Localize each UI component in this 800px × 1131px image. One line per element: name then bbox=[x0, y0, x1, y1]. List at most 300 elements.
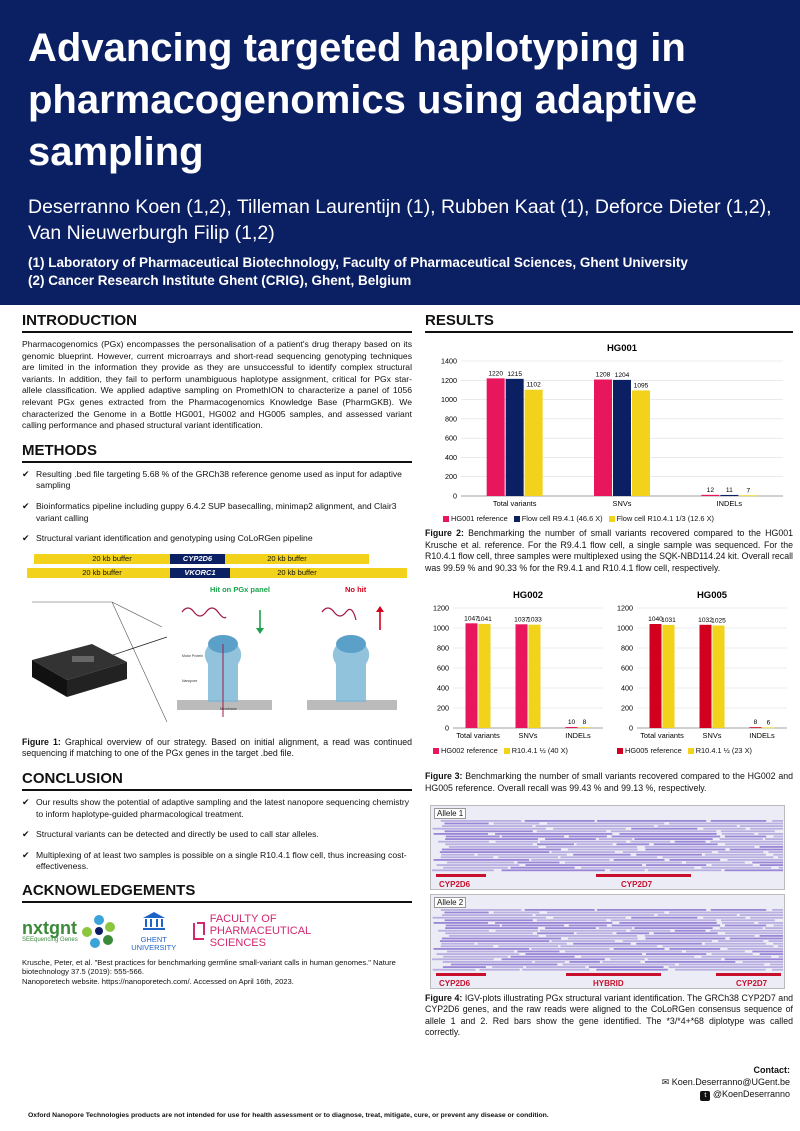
list-item bbox=[22, 501, 412, 524]
read bbox=[478, 942, 567, 944]
read bbox=[480, 968, 520, 970]
read bbox=[576, 932, 612, 934]
y-tick-label: 400 bbox=[445, 452, 457, 462]
read bbox=[560, 856, 657, 858]
read bbox=[531, 948, 609, 950]
read bbox=[449, 846, 539, 848]
y-tick-label: 1000 bbox=[441, 395, 457, 405]
read bbox=[440, 851, 549, 853]
read bbox=[535, 914, 654, 916]
hg005-chart-wrap bbox=[609, 586, 793, 755]
faculty-text: FACULTY OF PHARMACEUTICAL SCIENCES bbox=[209, 913, 311, 950]
read bbox=[433, 827, 546, 829]
list-item-text: Resulting .bed file targeting 5.68 % of the GRCh38 reference genome used as input for adaptive sampling bbox=[36, 468, 402, 491]
read bbox=[438, 840, 489, 842]
bar bbox=[763, 728, 775, 729]
fig3-charts bbox=[425, 586, 793, 755]
read bbox=[645, 846, 755, 848]
read bbox=[496, 929, 538, 931]
connector-line bbox=[112, 602, 162, 627]
check-icon: ✔ bbox=[22, 796, 30, 807]
read bbox=[768, 851, 783, 853]
y-tick-label: 800 bbox=[621, 643, 633, 653]
read bbox=[750, 916, 783, 918]
bar bbox=[579, 728, 591, 729]
legend-label: R10.4.1 ½ (23 X) bbox=[695, 746, 752, 756]
buffer-label: 20 kb buffer bbox=[277, 567, 317, 577]
list-item bbox=[22, 469, 412, 492]
read bbox=[743, 961, 783, 963]
conclusion-list bbox=[22, 797, 412, 873]
read bbox=[546, 935, 637, 937]
legend-item bbox=[443, 514, 508, 523]
list-item-text: Structural variant identification and genotyping using CoLoRGen pipeline bbox=[36, 533, 313, 544]
read bbox=[614, 859, 665, 861]
hg005-bar-chart bbox=[609, 586, 793, 746]
data-label: 1220 bbox=[488, 370, 504, 378]
list-item bbox=[22, 850, 412, 873]
read bbox=[720, 927, 763, 929]
read bbox=[568, 937, 638, 939]
read bbox=[540, 840, 626, 842]
read bbox=[447, 950, 514, 952]
read bbox=[740, 825, 783, 827]
read bbox=[765, 927, 783, 929]
read bbox=[492, 966, 523, 968]
gene-label: CYP2D6 bbox=[439, 978, 471, 988]
contact-label: Contact: bbox=[753, 1065, 790, 1075]
bar bbox=[713, 626, 725, 729]
read bbox=[441, 942, 474, 944]
bar bbox=[650, 624, 662, 728]
read bbox=[710, 929, 783, 931]
bar bbox=[613, 380, 631, 496]
y-tick-label: 600 bbox=[445, 433, 457, 443]
read bbox=[569, 835, 607, 837]
data-label: 1033 bbox=[527, 617, 542, 625]
legend-item bbox=[609, 514, 714, 523]
list-item-text: Multiplexing of at least two samples is possible on a single R10.4.1 flow cell, thus increasing cost-effectiveness. bbox=[36, 849, 407, 872]
read bbox=[443, 955, 508, 957]
read bbox=[630, 840, 670, 842]
read bbox=[552, 851, 615, 853]
read bbox=[703, 827, 745, 829]
read bbox=[611, 830, 716, 832]
read bbox=[669, 948, 720, 950]
read bbox=[675, 840, 706, 842]
bar bbox=[701, 495, 719, 496]
figure-1-caption bbox=[22, 737, 412, 760]
data-label: 1032 bbox=[698, 617, 713, 625]
read bbox=[502, 958, 605, 960]
contact-email[interactable] bbox=[662, 1076, 790, 1088]
read bbox=[721, 830, 775, 832]
read bbox=[711, 820, 767, 822]
legend-item bbox=[433, 746, 498, 755]
read bbox=[710, 840, 783, 842]
read bbox=[443, 966, 486, 968]
read bbox=[547, 822, 664, 824]
figure-2-text: Benchmarking the number of small variants recovered compared to the HG001 Krusche et al. reference. For the R9.4.1 flow cell, a single sample was sequenced. For the R10.4.1 flow cell, three samples were multiplexed using the SQK-NBD114.24 kit. Overall recall was 99.59 % and 90.33 % for the R9.4.1 and R10.4.1 flow cell, respectively. bbox=[425, 528, 793, 573]
read bbox=[619, 922, 716, 924]
read bbox=[446, 924, 500, 926]
hg001-bar-chart bbox=[425, 339, 793, 514]
read bbox=[614, 948, 665, 950]
author-list: Deserranno Koen (1,2), Tilleman Laurentijn (1), Rubben Kaat (1), Deforce Dieter (1,2), Van Nieuwerburgh Filip (1,2) bbox=[28, 196, 772, 244]
nxtgnt-logo-text: nxtgnt bbox=[22, 918, 77, 939]
read bbox=[445, 830, 533, 832]
bar bbox=[720, 495, 738, 496]
read bbox=[752, 950, 783, 952]
read bbox=[569, 924, 607, 926]
y-tick-label: 400 bbox=[437, 683, 449, 693]
read bbox=[760, 846, 783, 848]
chart-title: HG001 bbox=[606, 343, 638, 354]
hit-label: Hit on PGx panel bbox=[210, 584, 271, 594]
affiliation-2: (2) Cancer Research Institute Ghent (CRIG), Ghent, Belgium bbox=[28, 273, 412, 288]
nanopore-illustration bbox=[22, 582, 412, 732]
igv-reads-1 bbox=[431, 806, 785, 890]
read bbox=[446, 835, 500, 837]
affiliation-1: (1) Laboratory of Pharmaceutical Biotechnology, Faculty of Pharmaceutical Sciences, Ghent University bbox=[28, 255, 688, 270]
read bbox=[525, 953, 642, 955]
gene-bar bbox=[566, 973, 661, 976]
read bbox=[437, 953, 520, 955]
buffer-label: 20 kb buffer bbox=[92, 553, 132, 563]
read bbox=[502, 924, 564, 926]
bar bbox=[739, 495, 757, 496]
intro-text: Pharmacogenomics (PGx) encompasses the personalisation of a patient's drug therapy based on its genomic blueprint. However, current microarrays and short-read sequencing genotyping techniques are limited in the information they provide as they are unsuccessful to identify complex structural variants. In addition, they fail to perform unambiguous haplotype assignment, critical for PGx star-allele classification. We applied adaptive sampling on PromethION to characterize a panel of 1056 relevant PGx genes extracted from the Pharmacogenomics Knowledge Base (PharmGKB). We characterized the Genome in a Bottle HG001, HG002 and HG005 samples, and assessed variant calling performance and phased structural variant identification. bbox=[22, 339, 412, 431]
read bbox=[778, 856, 783, 858]
read bbox=[725, 958, 783, 960]
list-item-text: Structural variants can be detected and directly be used to call star alleles. bbox=[36, 829, 319, 840]
read bbox=[658, 825, 737, 827]
nxtgnt-logo bbox=[22, 914, 116, 948]
read bbox=[772, 909, 783, 911]
read bbox=[611, 919, 716, 921]
bar bbox=[700, 625, 712, 728]
bar bbox=[506, 379, 524, 496]
read bbox=[602, 961, 640, 963]
read bbox=[758, 922, 783, 924]
read bbox=[648, 869, 721, 871]
list-item bbox=[22, 533, 412, 545]
contact-twitter[interactable] bbox=[662, 1088, 790, 1101]
read bbox=[495, 922, 612, 924]
read bbox=[437, 864, 520, 866]
read bbox=[654, 843, 718, 845]
read bbox=[545, 838, 596, 840]
mail-icon: ✉ bbox=[661, 1077, 670, 1087]
y-tick-label: 1400 bbox=[441, 356, 457, 366]
legend-swatch bbox=[514, 516, 520, 522]
legend-label: Flow cell R9.4.1 (46.6 X) bbox=[521, 514, 603, 523]
read bbox=[563, 963, 675, 965]
read bbox=[610, 869, 645, 871]
read bbox=[725, 924, 766, 926]
read bbox=[444, 822, 488, 824]
read bbox=[645, 937, 725, 939]
hg002-chart-wrap bbox=[425, 586, 609, 755]
read bbox=[525, 864, 642, 866]
figure-2-caption bbox=[425, 528, 793, 574]
x-tick-label: Total variants bbox=[456, 731, 500, 741]
read bbox=[433, 916, 546, 918]
read bbox=[445, 838, 538, 840]
read bbox=[773, 942, 783, 944]
read bbox=[478, 853, 567, 855]
read bbox=[445, 843, 533, 845]
read bbox=[442, 914, 532, 916]
read bbox=[722, 833, 754, 835]
membrane-label: Membrane bbox=[220, 706, 237, 711]
legend-label: HG001 reference bbox=[451, 514, 508, 523]
read bbox=[535, 825, 654, 827]
read bbox=[537, 932, 574, 934]
read bbox=[774, 924, 783, 926]
figure-2-label: Figure 2: bbox=[425, 528, 464, 538]
data-label: 8 bbox=[753, 719, 758, 727]
read bbox=[494, 911, 540, 913]
read bbox=[597, 909, 706, 911]
twitter-text[interactable]: @KoenDeserranno bbox=[712, 1089, 790, 1099]
gene-cyp2d6-box: CYP2D6 bbox=[170, 554, 225, 564]
faculty-emblem-icon bbox=[192, 921, 206, 941]
read bbox=[727, 859, 783, 861]
check-icon: ✔ bbox=[22, 849, 30, 860]
read bbox=[442, 937, 561, 939]
y-tick-label: 0 bbox=[629, 723, 633, 733]
read bbox=[773, 853, 783, 855]
read bbox=[725, 869, 783, 871]
read bbox=[702, 955, 772, 957]
y-tick-label: 0 bbox=[453, 491, 457, 501]
y-tick-label: 600 bbox=[621, 663, 633, 673]
read bbox=[752, 861, 783, 863]
gene-vkorc1-box: VKORC1 bbox=[170, 568, 230, 578]
right-column bbox=[425, 312, 793, 1039]
nxtgnt-logo-sub: SEEquencing Genes bbox=[22, 937, 78, 944]
read bbox=[712, 953, 753, 955]
read bbox=[432, 869, 494, 871]
read bbox=[616, 932, 649, 934]
read bbox=[496, 840, 538, 842]
read bbox=[589, 966, 664, 968]
read bbox=[432, 958, 494, 960]
x-tick-label: Total variants bbox=[492, 499, 537, 508]
read bbox=[616, 843, 649, 845]
read bbox=[495, 833, 612, 835]
read bbox=[449, 935, 539, 937]
hg002-bar-chart bbox=[425, 586, 609, 746]
read bbox=[648, 958, 721, 960]
y-tick-label: 0 bbox=[445, 723, 449, 733]
read bbox=[619, 833, 716, 835]
legend-swatch bbox=[443, 516, 449, 522]
read bbox=[722, 922, 754, 924]
read bbox=[438, 929, 489, 931]
figure-3-label: Figure 3: bbox=[425, 771, 463, 782]
bar bbox=[750, 728, 762, 729]
data-label: 1031 bbox=[661, 617, 676, 625]
disclaimer: Oxford Nanopore Technologies products are not intended for use for health assessment or to diagnose, treat, mitigate, cure, or prevent any disease or condition. bbox=[28, 1112, 549, 1119]
read bbox=[517, 950, 559, 952]
read bbox=[686, 861, 745, 863]
pore-hit-icon bbox=[177, 608, 272, 717]
read bbox=[522, 968, 589, 970]
x-tick-label: Total variants bbox=[640, 731, 684, 741]
figure-4-caption bbox=[425, 993, 793, 1039]
read bbox=[774, 835, 783, 837]
read bbox=[447, 861, 514, 863]
read bbox=[573, 942, 630, 944]
read bbox=[634, 838, 712, 840]
legend-item bbox=[688, 746, 752, 755]
data-label: 1037 bbox=[514, 616, 529, 624]
twitter-icon: t bbox=[700, 1091, 710, 1101]
legend-item bbox=[514, 514, 603, 523]
bar bbox=[529, 625, 541, 728]
chart-title: HG002 bbox=[512, 590, 544, 602]
x-tick-label: SNVs bbox=[518, 731, 538, 741]
results-heading: RESULTS bbox=[425, 312, 793, 333]
read bbox=[573, 853, 630, 855]
x-tick-label: SNVs bbox=[702, 731, 722, 741]
read bbox=[645, 961, 735, 963]
university-building-icon bbox=[142, 911, 166, 931]
read bbox=[730, 937, 783, 939]
ghent-university-logo bbox=[128, 911, 180, 952]
read bbox=[576, 843, 612, 845]
read bbox=[511, 866, 575, 868]
y-tick-label: 1200 bbox=[433, 603, 449, 613]
list-item-text: Bioinformatics pipeline including guppy 6.4.2 SUP basecalling, minimap2 alignment, and Clair3 variant calling bbox=[36, 500, 397, 523]
x-tick-label: INDELs bbox=[716, 499, 743, 508]
figure-1-label: Figure 1: bbox=[22, 736, 61, 747]
read bbox=[779, 955, 783, 957]
minion-device-icon bbox=[32, 644, 127, 697]
read bbox=[537, 843, 574, 845]
y-tick-label: 1000 bbox=[617, 623, 633, 633]
read bbox=[727, 948, 783, 950]
read bbox=[444, 911, 488, 913]
bar bbox=[594, 380, 612, 496]
gene-label: CYP2D7 bbox=[621, 879, 653, 889]
gene-label: HYBRID bbox=[593, 978, 624, 988]
intro-heading: INTRODUCTION bbox=[22, 312, 412, 333]
poster-header bbox=[0, 0, 800, 305]
legend-label: HG002 reference bbox=[441, 746, 498, 756]
bar bbox=[663, 625, 675, 728]
y-tick-label: 1000 bbox=[433, 623, 449, 633]
read bbox=[730, 848, 783, 850]
y-tick-label: 800 bbox=[445, 414, 457, 424]
legend-swatch bbox=[433, 748, 439, 754]
ghent-university-text: GHENT UNIVERSITY bbox=[131, 934, 177, 952]
check-icon: ✔ bbox=[22, 829, 30, 840]
data-label: 1095 bbox=[633, 382, 649, 390]
x-tick-label: INDELs bbox=[749, 731, 775, 741]
read bbox=[498, 945, 558, 947]
data-label: 7 bbox=[746, 487, 751, 495]
gene-label: CYP2D7 bbox=[736, 978, 768, 988]
gene-label: CYP2D6 bbox=[439, 879, 471, 889]
data-label: 11 bbox=[725, 486, 733, 494]
check-icon: ✔ bbox=[22, 533, 30, 544]
read bbox=[525, 820, 595, 822]
figure-1-text: Graphical overview of our strategy. Based on initial alignment, a read was continued sequencing if matching to one of the PGx genes in the target .bed file. bbox=[22, 736, 412, 759]
gene-bar bbox=[436, 874, 486, 877]
read bbox=[765, 838, 783, 840]
read bbox=[537, 919, 606, 921]
read bbox=[636, 942, 702, 944]
y-tick-label: 600 bbox=[437, 663, 449, 673]
read bbox=[705, 853, 766, 855]
gene-bar bbox=[716, 973, 781, 976]
pore-nohit-icon bbox=[307, 606, 397, 710]
data-label: 1208 bbox=[595, 371, 611, 379]
read bbox=[570, 961, 600, 963]
bar bbox=[632, 390, 650, 496]
motor-label: Motor Protein bbox=[182, 653, 204, 658]
chart-title: HG005 bbox=[696, 590, 728, 602]
legend-swatch bbox=[688, 748, 694, 754]
read bbox=[440, 940, 549, 942]
read bbox=[442, 848, 561, 850]
read bbox=[498, 856, 558, 858]
read bbox=[597, 820, 706, 822]
read bbox=[772, 820, 783, 822]
read bbox=[610, 958, 645, 960]
y-tick-label: 800 bbox=[437, 643, 449, 653]
figure-4-label: Figure 4: bbox=[425, 992, 463, 1003]
figure-4-text: IGV-plots illustrating PGx structural variant identification. The GRCh38 CYP2D7 and CYP2D6 genes, and the raw reads were aligned to the CoLoRGen consensus sequence of allele 1 and 2. Red bars show the gene identified. The *3/*4+*68 diplotype was called correctly. bbox=[425, 992, 793, 1038]
y-tick-label: 200 bbox=[445, 472, 457, 482]
igv-allele-2 bbox=[430, 894, 785, 989]
read bbox=[445, 919, 533, 921]
read bbox=[612, 924, 721, 926]
email-text[interactable]: Koen.Deserranno@UGent.be bbox=[671, 1077, 790, 1087]
read bbox=[511, 955, 575, 957]
nxtgnt-emblem-icon bbox=[82, 914, 116, 948]
read bbox=[517, 861, 559, 863]
bar bbox=[466, 624, 478, 729]
legend-swatch bbox=[609, 516, 615, 522]
legend-swatch bbox=[617, 748, 623, 754]
data-label: 1215 bbox=[507, 370, 523, 378]
x-tick-label: INDELs bbox=[565, 731, 591, 741]
read bbox=[750, 827, 783, 829]
sponsor-logos bbox=[22, 911, 412, 952]
read bbox=[545, 927, 596, 929]
igv-allele-1 bbox=[430, 805, 785, 890]
read bbox=[645, 935, 755, 937]
hg002-legend bbox=[433, 746, 609, 755]
read bbox=[443, 961, 532, 963]
read bbox=[502, 869, 605, 871]
data-label: 1102 bbox=[526, 381, 541, 389]
conclusion-heading: CONCLUSION bbox=[22, 770, 412, 791]
read bbox=[634, 927, 712, 929]
read bbox=[623, 940, 712, 942]
read bbox=[712, 864, 753, 866]
read bbox=[631, 916, 697, 918]
nanopore-label: Nanopore bbox=[182, 678, 198, 683]
data-label: 1040 bbox=[648, 616, 663, 624]
read bbox=[760, 864, 783, 866]
read bbox=[662, 945, 773, 947]
bar bbox=[516, 625, 528, 729]
